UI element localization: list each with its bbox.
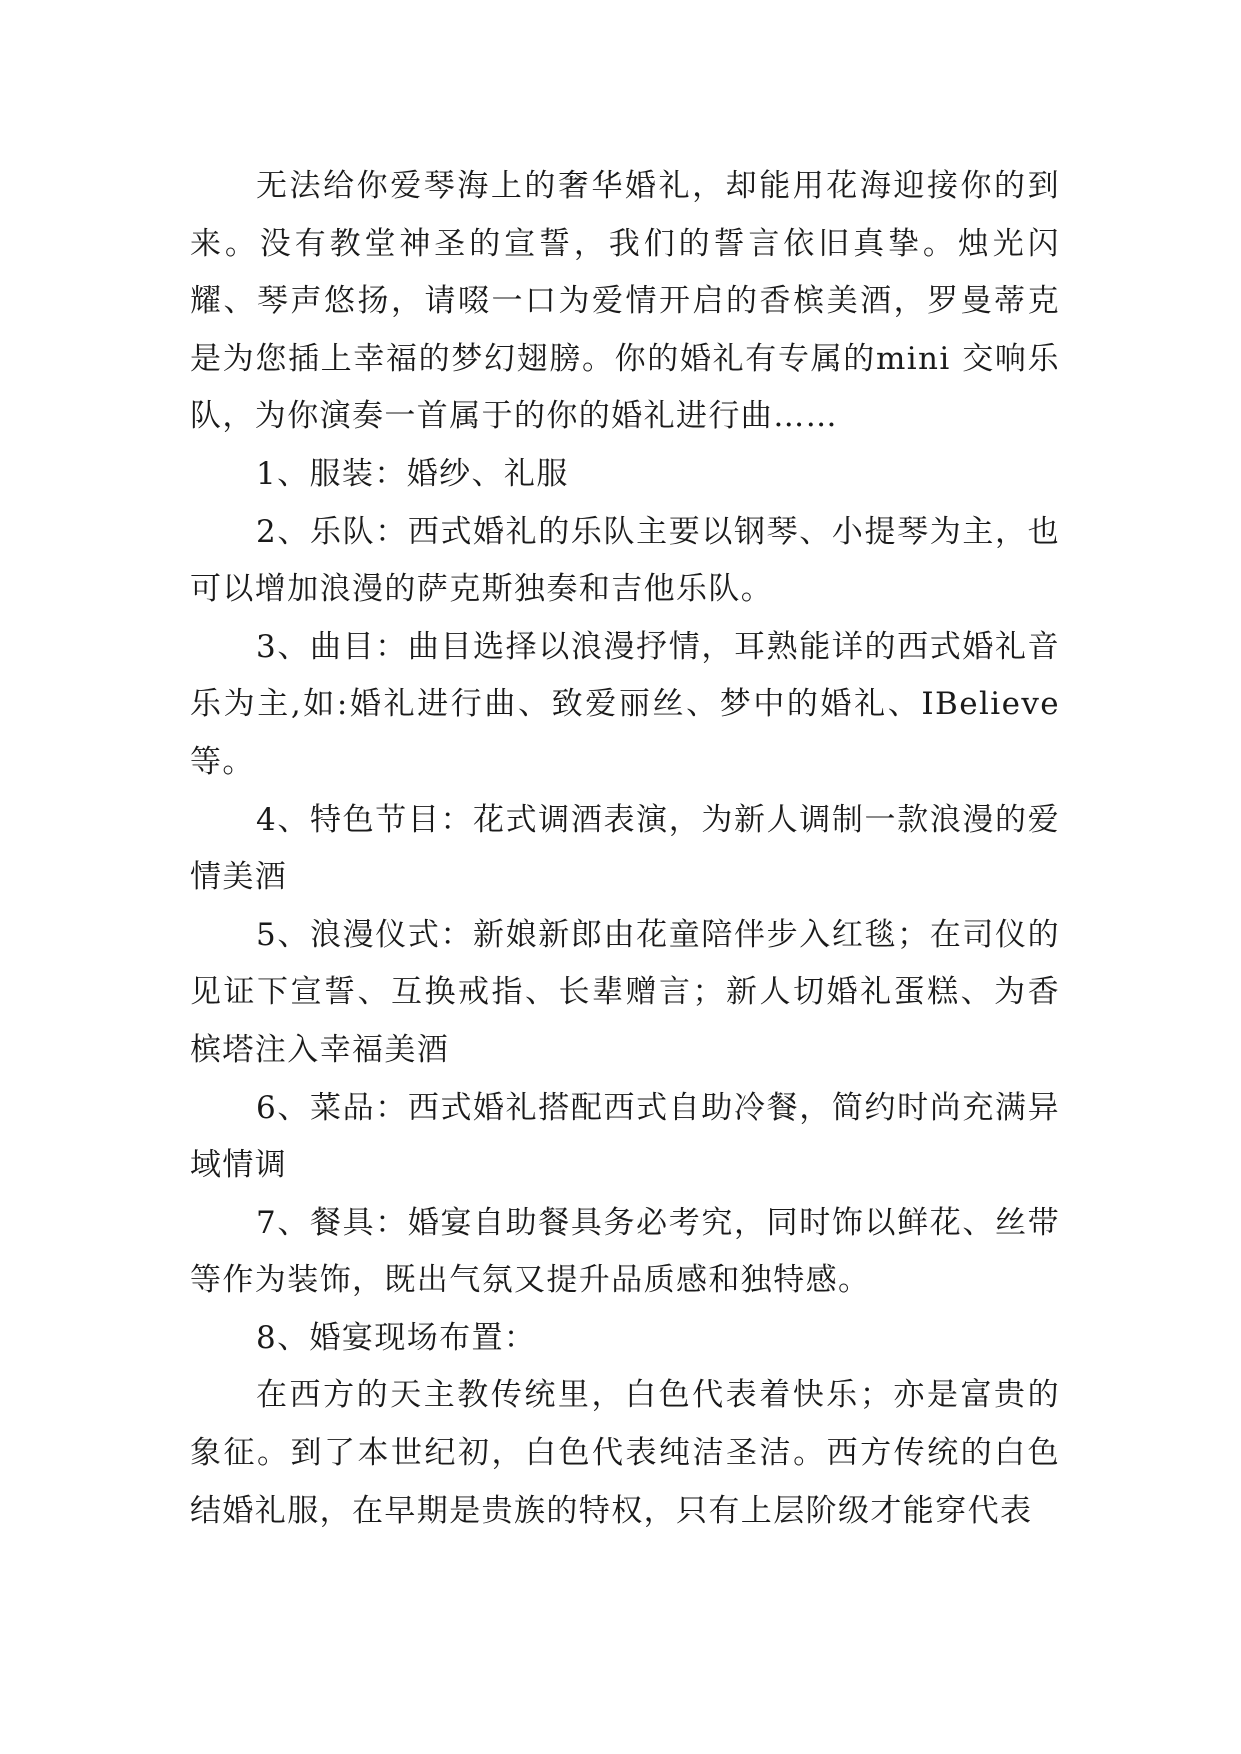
document-body [190,158,1060,1540]
item-band: 2、乐队：西式婚礼的乐队主要以钢琴、小提琴为主，也可以增加浪漫的萨克斯独奏和吉他乐队。 [190,513,1060,608]
venue-paragraph: 在西方的天主教传统里，白色代表着快乐；亦是富贵的象征。到了本世纪初，白色代表纯洁圣洁。西方传统的白色结婚礼服，在早期是贵族的特权，只有上层阶级才能穿代表 [190,1377,1060,1529]
item-special-show: 4、特色节目：花式调酒表演，为新人调制一款浪漫的爱情美酒 [190,801,1060,896]
intro-paragraph: 无法给你爱琴海上的奢华婚礼，却能用花海迎接你的到来。没有教堂神圣的宣誓，我们的誓言依旧真挚。烛光闪耀、琴声悠扬，请啜一口为爱情开启的香槟美酒，罗曼蒂克是为您插上幸福的梦幻翅膀。你的婚礼有专属的mini 交响乐队，为你演奏一首属于的你的婚礼进行曲…… [190,168,1060,435]
item-ceremony: 5、浪漫仪式：新娘新郎由花童陪伴步入红毯；在司仪的见证下宣誓、互换戒指、长辈赠言；新人切婚礼蛋糕、为香槟塔注入幸福美酒 [190,916,1060,1068]
item-costume: 1、服装：婚纱、礼服 [256,455,569,492]
item-tableware: 7、餐具：婚宴自助餐具务必考究，同时饰以鲜花、丝带等作为装饰，既出气氛又提升品质感和独特感。 [190,1204,1060,1299]
item-venue-heading: 8、婚宴现场布置： [256,1319,537,1356]
item-dishes: 6、菜品：西式婚礼搭配西式自助冷餐，简约时尚充满异域情调 [190,1089,1060,1184]
item-music: 3、曲目：曲目选择以浪漫抒情，耳熟能详的西式婚礼音乐为主,如:婚礼进行曲、致爱丽丝、梦中的婚礼、IBelieve等。 [190,628,1060,780]
